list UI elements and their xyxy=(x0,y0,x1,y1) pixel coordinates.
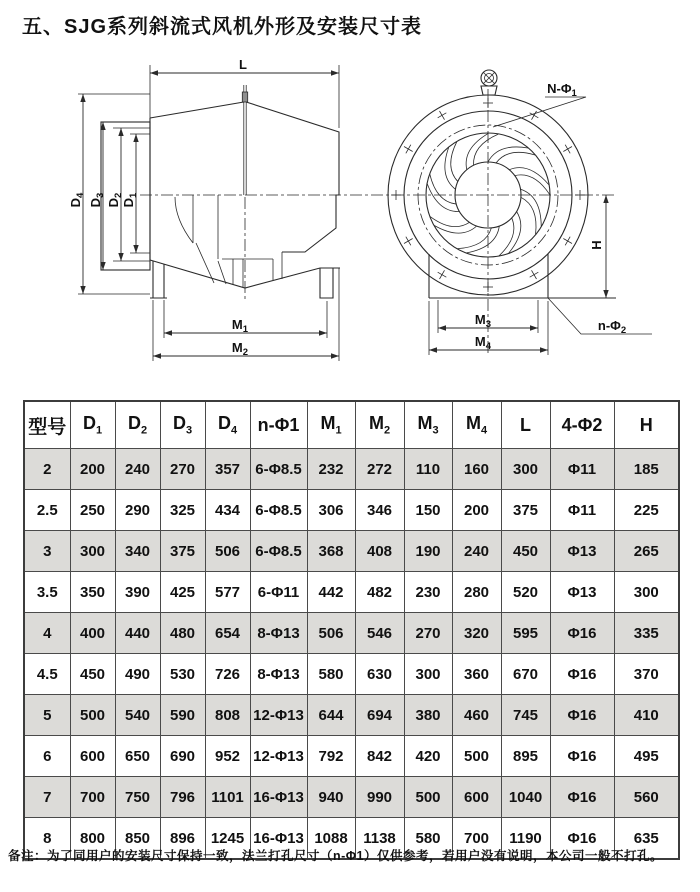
table-cell: 1245 xyxy=(205,818,250,860)
table-cell: 2.5 xyxy=(24,490,70,531)
header-cell: 4-Φ2 xyxy=(550,401,614,449)
table-cell: 690 xyxy=(160,736,205,777)
table-cell: 600 xyxy=(452,777,501,818)
leader-N-phi1 xyxy=(493,97,586,127)
table-cell: 1088 xyxy=(307,818,355,860)
table-cell: 506 xyxy=(205,531,250,572)
dim-label-D1: $D_1$ xyxy=(121,192,139,208)
table-cell: 670 xyxy=(501,654,550,695)
inlet-cone-curve xyxy=(175,197,193,243)
blade-edge-line xyxy=(196,243,214,283)
table-cell: 8-Φ13 xyxy=(250,613,307,654)
dim-label-H: H xyxy=(589,240,604,250)
table-cell: 1101 xyxy=(205,777,250,818)
table-cell: 595 xyxy=(501,613,550,654)
table-cell: 500 xyxy=(404,777,452,818)
table-cell: 340 xyxy=(115,531,160,572)
table-cell: Φ16 xyxy=(550,777,614,818)
table-cell: 3.5 xyxy=(24,572,70,613)
page-title: 五、SJG系列斜流式风机外形及安装尺寸表 xyxy=(22,16,423,38)
table-cell: 300 xyxy=(501,449,550,490)
table-row xyxy=(24,695,679,736)
table-cell: 306 xyxy=(307,490,355,531)
table-cell: 635 xyxy=(614,818,679,860)
table-cell: 160 xyxy=(452,449,501,490)
header-cell: $M_4$ xyxy=(452,401,501,449)
table-cell: 300 xyxy=(614,572,679,613)
table-cell: Φ13 xyxy=(550,572,614,613)
table-cell: 200 xyxy=(452,490,501,531)
header-cell: $D_3$ xyxy=(160,401,205,449)
table-cell: 380 xyxy=(404,695,452,736)
table-cell: 300 xyxy=(404,654,452,695)
front-view xyxy=(388,70,652,355)
table-cell: 842 xyxy=(355,736,404,777)
table-cell: 400 xyxy=(70,613,115,654)
table-cell: 1190 xyxy=(501,818,550,860)
shaft-cap xyxy=(242,92,247,102)
dim-label-D4: $D_4$ xyxy=(68,192,86,208)
table-cell: 490 xyxy=(115,654,160,695)
table-cell: 8 xyxy=(24,818,70,860)
note: 备注：为了同用户的安装尺寸保持一致，法兰打孔尺寸（n-Φ1）仅供参考，若用户没有说明，本公司一般不打孔。 xyxy=(8,849,664,863)
table-cell: 600 xyxy=(70,736,115,777)
base-pedestal xyxy=(429,254,616,298)
table-cell: 5 xyxy=(24,695,70,736)
table-cell: 270 xyxy=(160,449,205,490)
table-cell: 1040 xyxy=(501,777,550,818)
table-cell: Φ16 xyxy=(550,654,614,695)
table-cell: 225 xyxy=(614,490,679,531)
impeller-blades xyxy=(423,128,555,260)
table-row xyxy=(24,654,679,695)
table-cell: 450 xyxy=(501,531,550,572)
table-cell: 500 xyxy=(70,695,115,736)
table-cell: 2 xyxy=(24,449,70,490)
header-cell: 型号 xyxy=(24,401,70,449)
table-cell: 360 xyxy=(452,654,501,695)
table-cell: 694 xyxy=(355,695,404,736)
table-cell: 700 xyxy=(452,818,501,860)
table-cell: 240 xyxy=(115,449,160,490)
table-cell: 300 xyxy=(70,531,115,572)
table-cell: 370 xyxy=(614,654,679,695)
header-cell: $D_2$ xyxy=(115,401,160,449)
label-N-phi1: $N-\Phi_1$ xyxy=(547,81,577,99)
table-cell: 110 xyxy=(404,449,452,490)
table-cell: 3 xyxy=(24,531,70,572)
table-cell: 796 xyxy=(160,777,205,818)
table-cell: 6-Φ8.5 xyxy=(250,531,307,572)
table-cell: 320 xyxy=(452,613,501,654)
witness-lines xyxy=(78,65,339,361)
label-n-phi2: $n-\Phi_2$ xyxy=(597,318,627,336)
table-cell: 792 xyxy=(307,736,355,777)
table-cell: Φ11 xyxy=(550,449,614,490)
table-cell: Φ16 xyxy=(550,613,614,654)
table-cell: 240 xyxy=(452,531,501,572)
table-cell: 654 xyxy=(205,613,250,654)
table-cell: 346 xyxy=(355,490,404,531)
table-cell: 272 xyxy=(355,449,404,490)
table-cell: 750 xyxy=(115,777,160,818)
table-cell: 990 xyxy=(355,777,404,818)
table-cell: 577 xyxy=(205,572,250,613)
table-cell: 495 xyxy=(614,736,679,777)
table-row xyxy=(24,777,679,818)
header-cell: $M_2$ xyxy=(355,401,404,449)
table-cell: 280 xyxy=(452,572,501,613)
header-cell: L xyxy=(501,401,550,449)
table-cell: 270 xyxy=(404,613,452,654)
table-cell: 250 xyxy=(70,490,115,531)
table-cell: 4.5 xyxy=(24,654,70,695)
table-cell: 895 xyxy=(501,736,550,777)
table-cell: 580 xyxy=(307,654,355,695)
table-cell: 230 xyxy=(404,572,452,613)
table-cell: 375 xyxy=(501,490,550,531)
table-cell: 12-Φ13 xyxy=(250,736,307,777)
table-cell: 590 xyxy=(160,695,205,736)
dim-label-L: L xyxy=(239,57,247,72)
table-cell: Φ11 xyxy=(550,490,614,531)
table-cell: 700 xyxy=(70,777,115,818)
table-cell: 1138 xyxy=(355,818,404,860)
table-cell: 896 xyxy=(160,818,205,860)
table-cell: Φ16 xyxy=(550,818,614,860)
table-cell: 540 xyxy=(115,695,160,736)
table-cell: 425 xyxy=(160,572,205,613)
mounting-feet xyxy=(150,261,333,298)
table-cell: 335 xyxy=(614,613,679,654)
table-cell: 482 xyxy=(355,572,404,613)
table-cell: 350 xyxy=(70,572,115,613)
table-row xyxy=(24,613,679,654)
table-row xyxy=(24,736,679,777)
table-cell: 16-Φ13 xyxy=(250,818,307,860)
dim-label-M4: $M_4$ xyxy=(474,334,492,352)
dim-label-M1: $M_1$ xyxy=(231,317,249,335)
table-row xyxy=(24,449,679,490)
table-cell: 408 xyxy=(355,531,404,572)
table-cell: 644 xyxy=(307,695,355,736)
table-cell: 630 xyxy=(355,654,404,695)
table-cell: 450 xyxy=(70,654,115,695)
table-cell: 480 xyxy=(160,613,205,654)
side-view xyxy=(68,57,340,361)
table-cell: Φ16 xyxy=(550,695,614,736)
dim-label-D2: $D_2$ xyxy=(106,192,124,208)
table-cell: 650 xyxy=(115,736,160,777)
table-body xyxy=(24,449,679,860)
table-cell: 808 xyxy=(205,695,250,736)
table-cell: 726 xyxy=(205,654,250,695)
table-cell: 375 xyxy=(160,531,205,572)
inlet-flange xyxy=(101,122,150,270)
table-cell: 420 xyxy=(404,736,452,777)
table-cell: 434 xyxy=(205,490,250,531)
table-cell: 290 xyxy=(115,490,160,531)
table-cell: 6-Φ11 xyxy=(250,572,307,613)
header-cell: $M_3$ xyxy=(404,401,452,449)
dimension-table xyxy=(23,400,680,860)
table-cell: 7 xyxy=(24,777,70,818)
table-cell: 410 xyxy=(614,695,679,736)
table-cell: 580 xyxy=(404,818,452,860)
table-cell: 940 xyxy=(307,777,355,818)
table-cell: 325 xyxy=(160,490,205,531)
table-cell: 6-Φ8.5 xyxy=(250,449,307,490)
table-cell: 800 xyxy=(70,818,115,860)
header-cell: $M_1$ xyxy=(307,401,355,449)
table-cell: Φ13 xyxy=(550,531,614,572)
table-cell: 357 xyxy=(205,449,250,490)
table-cell: 530 xyxy=(160,654,205,695)
header-cell: n-Φ1 xyxy=(250,401,307,449)
table-cell: 390 xyxy=(115,572,160,613)
dim-label-M2: $M_2$ xyxy=(231,340,249,358)
table-cell: 745 xyxy=(501,695,550,736)
table-cell: 185 xyxy=(614,449,679,490)
table-cell: 500 xyxy=(452,736,501,777)
table-cell: 232 xyxy=(307,449,355,490)
table-cell: 150 xyxy=(404,490,452,531)
table-cell: 520 xyxy=(501,572,550,613)
table-row xyxy=(24,490,679,531)
dim-label-M3: $M_3$ xyxy=(474,312,492,330)
dim-label-D3: $D_3$ xyxy=(88,192,106,208)
table-cell: 442 xyxy=(307,572,355,613)
table-cell: 506 xyxy=(307,613,355,654)
table-cell: 4 xyxy=(24,613,70,654)
table-cell: 460 xyxy=(452,695,501,736)
table-cell: 952 xyxy=(205,736,250,777)
table-cell: 560 xyxy=(614,777,679,818)
table-cell: 12-Φ13 xyxy=(250,695,307,736)
table-cell: 6 xyxy=(24,736,70,777)
table-cell: 16-Φ13 xyxy=(250,777,307,818)
table-cell: 6-Φ8.5 xyxy=(250,490,307,531)
installation-drawing xyxy=(0,55,700,400)
header-cell: $D_4$ xyxy=(205,401,250,449)
table-cell: Φ16 xyxy=(550,736,614,777)
table-cell: 265 xyxy=(614,531,679,572)
table-header-row xyxy=(24,401,679,449)
header-cell: $D_1$ xyxy=(70,401,115,449)
table-cell: 8-Φ13 xyxy=(250,654,307,695)
table-cell: 440 xyxy=(115,613,160,654)
header-cell: H xyxy=(614,401,679,449)
table-cell: 190 xyxy=(404,531,452,572)
lifting-eye xyxy=(481,70,497,95)
table-row xyxy=(24,572,679,613)
table-cell: 546 xyxy=(355,613,404,654)
table-cell: 200 xyxy=(70,449,115,490)
table-cell: 368 xyxy=(307,531,355,572)
table-cell: 850 xyxy=(115,818,160,860)
table-row xyxy=(24,531,679,572)
